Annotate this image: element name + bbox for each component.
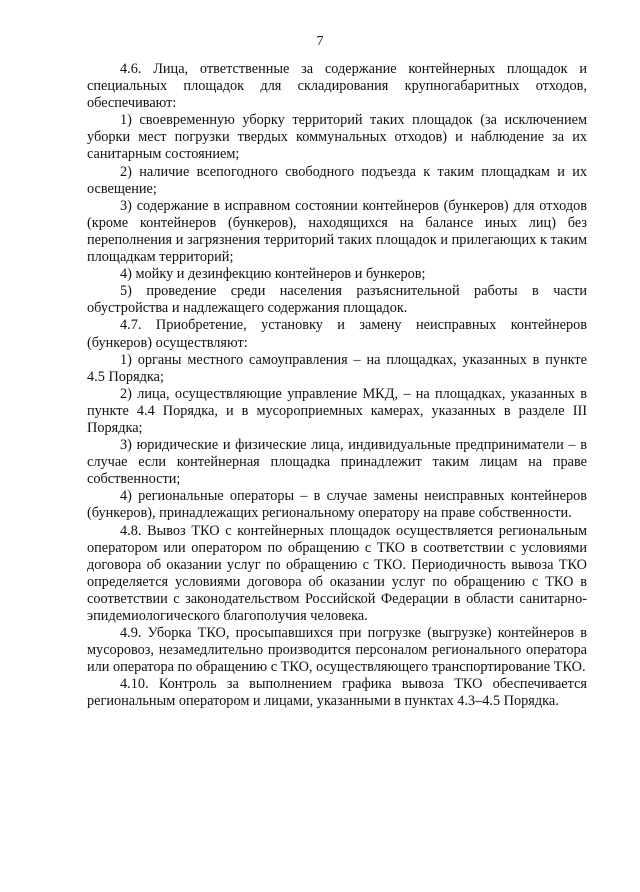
- paragraph-4-7-item-4: 4) региональные операторы – в случае замены неисправных контейнеров (бункеров), принадлежащих региональному оператору на праве собственности.: [87, 488, 587, 522]
- paragraph-4-7-item-2: 2) лица, осуществляющие управление МКД, – на площадках, указанных в пункте 4.4 Порядка, и в мусороприемных камерах, указанных в разделе III Порядка;: [87, 385, 587, 436]
- paragraph-4-8: 4.8. Вывоз ТКО с контейнерных площадок осуществляется региональным оператором или оператором по обращению с ТКО в соответствии с условиями договора об оказании услуг по обращению с ТКО. Периодичность вывоза ТКО определяется условиями договора об оказании услуг по обращению с ТКО в соответствии с законодательством Российской Федерации в области санитарно-эпидемиологического благополучия человека.: [87, 522, 587, 624]
- paragraph-4-10: 4.10. Контроль за выполнением графика вывоза ТКО обеспечивается региональным оператором и лицами, указанными в пунктах 4.3–4.5 Порядка.: [87, 676, 587, 710]
- document-body: [87, 61, 587, 711]
- paragraph-4-7-item-3: 3) юридические и физические лица, индивидуальные предприниматели – в случае если контейнерная площадка принадлежит таким лицам на праве собственности;: [87, 437, 587, 488]
- paragraph-4-6-item-3: 3) содержание в исправном состоянии контейнеров (бункеров) для отходов (кроме контейнеров (бункеров), находящихся на балансе иных лиц) без переполнения и загрязнения территорий таких площадок и прилегающих к таким площадкам территорий;: [87, 197, 587, 266]
- paragraph-4-7-item-1: 1) органы местного самоуправления – на площадках, указанных в пункте 4.5 Порядка;: [87, 351, 587, 385]
- paragraph-4-6-item-2: 2) наличие всепогодного свободного подъезда к таким площадкам и их освещение;: [87, 163, 587, 197]
- paragraph-4-7: 4.7. Приобретение, установку и замену неисправных контейнеров (бункеров) осуществляют:: [87, 317, 587, 351]
- paragraph-4-6-item-4: 4) мойку и дезинфекцию контейнеров и бункеров;: [120, 266, 426, 283]
- paragraph-4-6-item-5: 5) проведение среди населения разъяснительной работы в части обустройства и надлежащего содержания площадок.: [87, 283, 587, 317]
- paragraph-4-6: 4.6. Лица, ответственные за содержание контейнерных площадок и специальных площадок для складирования крупногабаритных отходов, обеспечивают:: [87, 61, 587, 112]
- paragraph-4-9: 4.9. Уборка ТКО, просыпавшихся при погрузке (выгрузке) контейнеров в мусоровоз, незамедлительно производится персоналом регионального оператора или оператора по обращению с ТКО, осуществляющего транспортирование ТКО.: [87, 625, 587, 676]
- page-number: 7: [316, 34, 324, 49]
- paragraph-4-6-item-1: 1) своевременную уборку территорий таких площадок (за исключением уборки мест погрузки твердых коммунальных отходов) и наблюдение за их санитарным состоянием;: [87, 112, 587, 163]
